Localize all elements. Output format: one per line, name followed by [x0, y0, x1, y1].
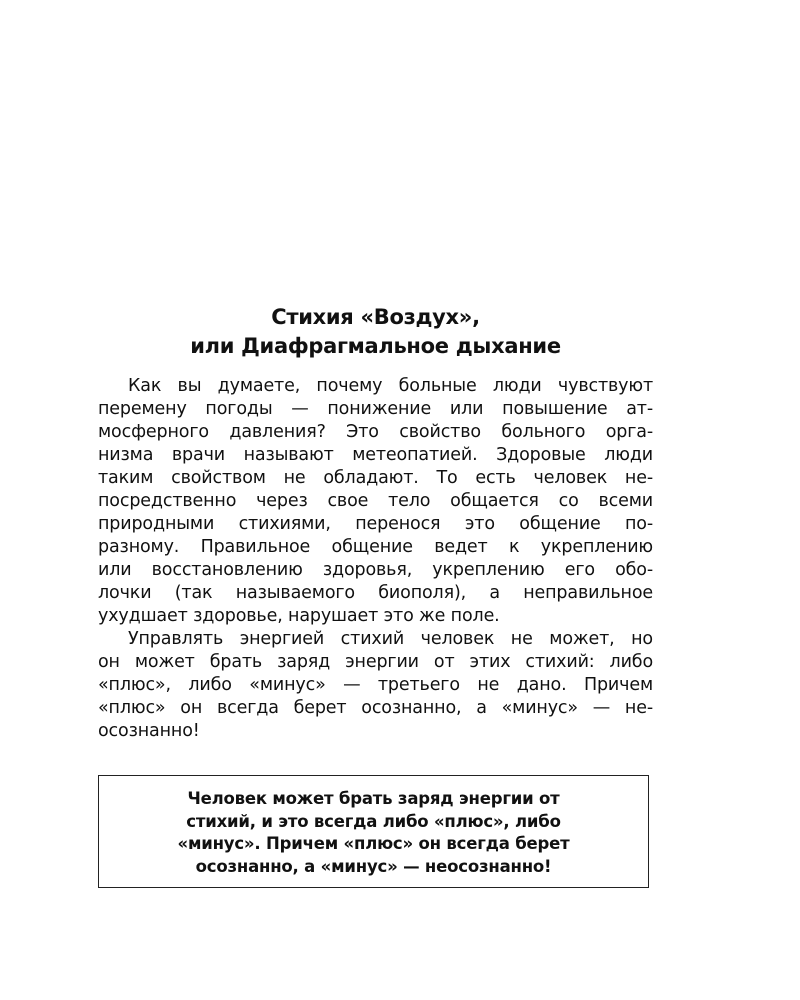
paragraph-2: [98, 628, 653, 743]
text-line: природными стихиями, перенося это общение по-: [98, 514, 653, 534]
heading-line-1: Стихия «Воздух»,: [271, 305, 480, 329]
text-line: Управлять энергией стихий человек не может, но: [128, 629, 653, 649]
text-line: низма врачи называют метеопатией. Здоровые люди: [98, 445, 653, 465]
text-line: он может брать заряд энергии от этих стихий: либо: [98, 652, 653, 672]
text-line: «плюс», либо «минус» — третьего не дано. Причем: [98, 675, 653, 695]
text-line: Как вы думаете, почему больные люди чувствуют: [128, 376, 653, 396]
text-line: перемену погоды — понижение или повышение ат-: [98, 399, 653, 419]
text-line: мосферного давления? Это свойство больного орга-: [98, 422, 653, 442]
text-line: посредственно через свое тело общается со всеми: [98, 491, 653, 511]
callout-line: осознанно, а «минус» — неосознанно!: [195, 856, 552, 876]
callout-box: [98, 775, 649, 888]
text-line: разному. Правильное общение ведет к укреплению: [98, 537, 653, 557]
text-line: лочки (так называемого биополя), а неправильное: [98, 583, 653, 603]
text-line: ухудшает здоровье, нарушает это же поле.: [98, 606, 500, 626]
callout-line: стихий, и это всегда либо «плюс», либо: [186, 811, 561, 831]
text-line: таким свойством не обладают. То есть человек не-: [98, 468, 653, 488]
book-page: [98, 0, 653, 1000]
callout-line: «минус». Причем «плюс» он всегда берет: [177, 834, 570, 853]
callout-line: Человек может брать заряд энергии от: [187, 789, 560, 808]
heading-line-2: или Диафрагмальное дыхание: [190, 334, 561, 358]
text-line: или восстановлению здоровья, укреплению его обо-: [98, 560, 653, 580]
paragraph-1: [98, 375, 653, 628]
text-line: осознанно!: [98, 721, 200, 741]
section-heading: [98, 303, 653, 361]
body-text: [98, 375, 653, 743]
text-line: «плюс» он всегда берет осознанно, а «минус» — не-: [98, 698, 653, 718]
